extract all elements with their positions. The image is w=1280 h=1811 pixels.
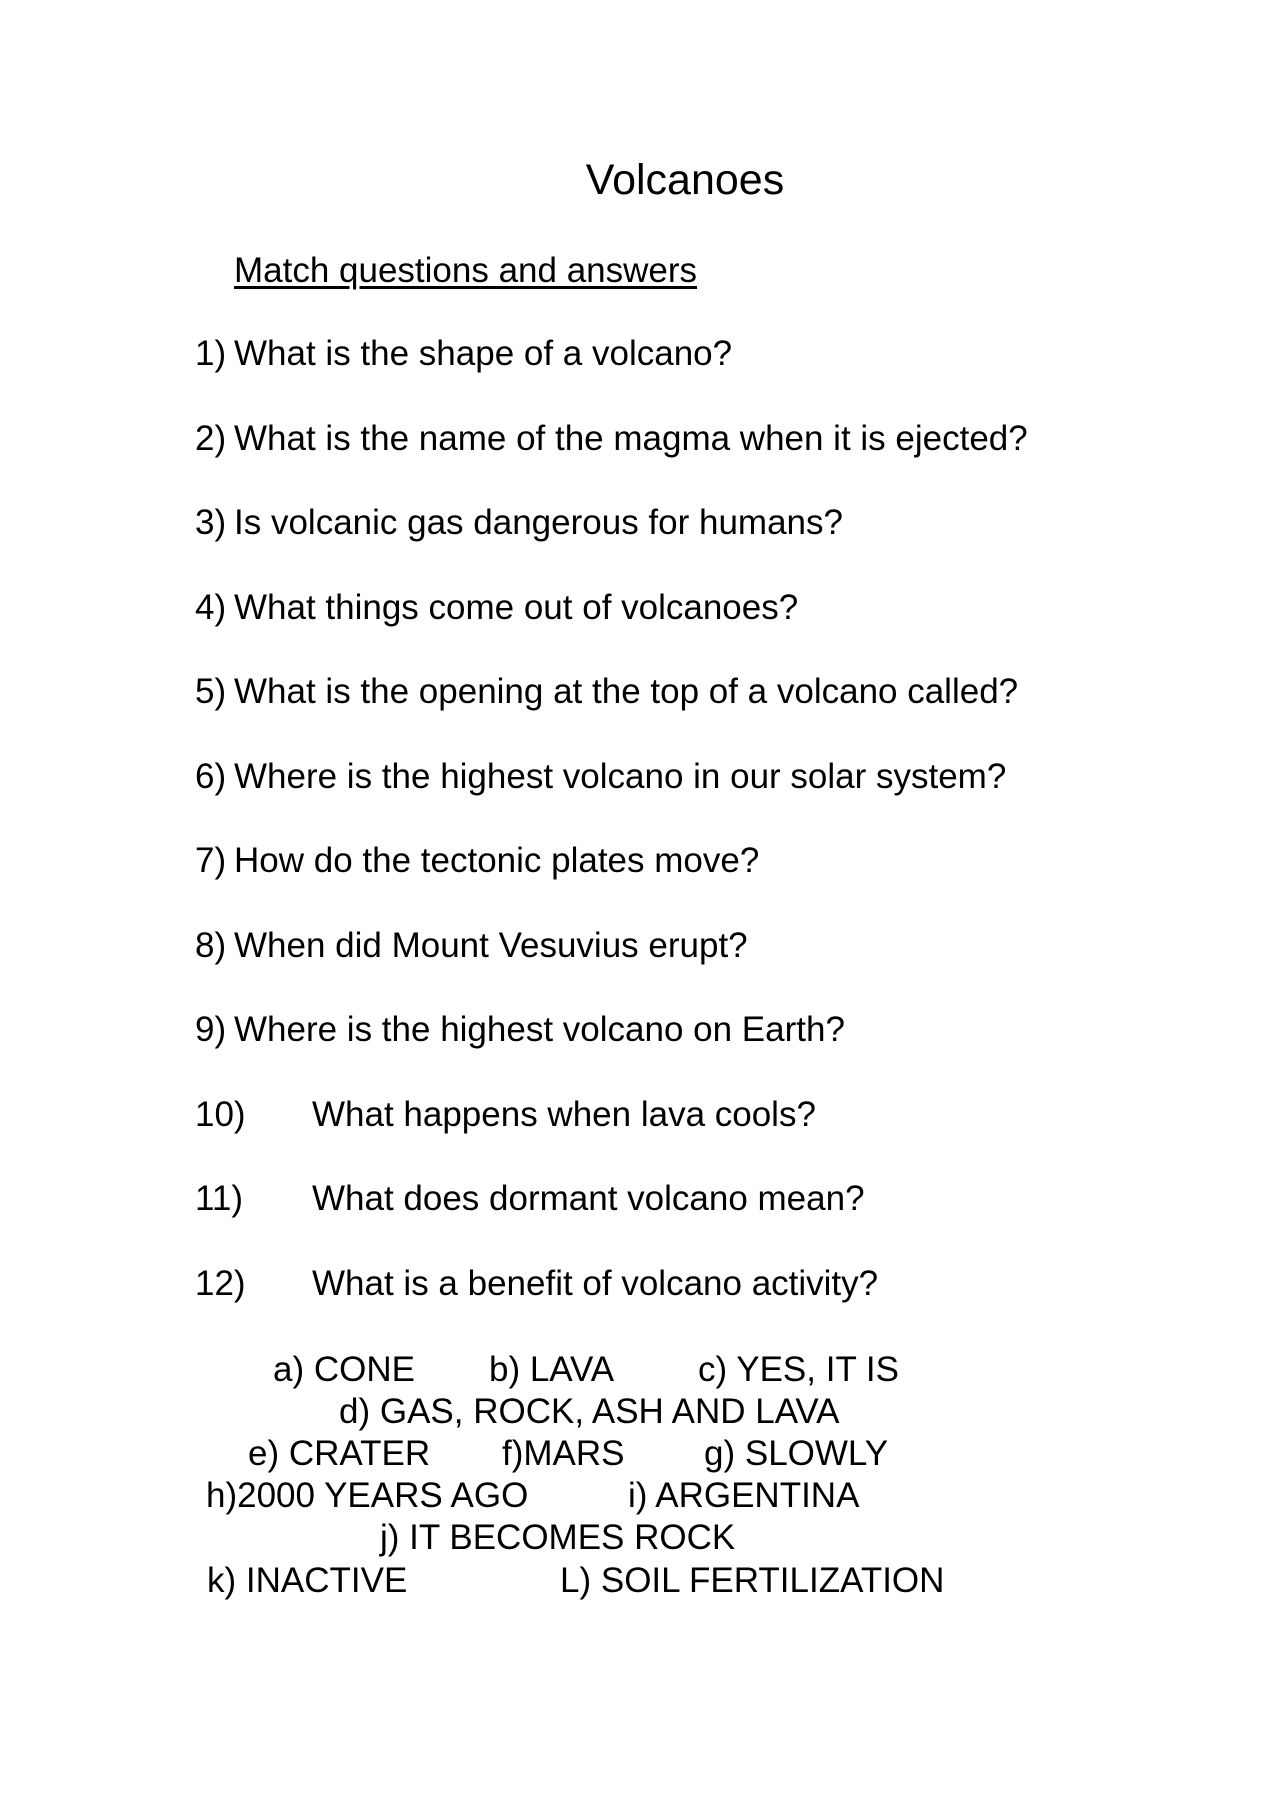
question-text: What happens when lava cools? <box>312 1094 816 1134</box>
question-number: 4) <box>195 587 227 627</box>
answer-row <box>0 1349 1280 1391</box>
question-text: What is the name of the magma when it is ejected? <box>234 418 1028 458</box>
question-text: What is the opening at the top of a volcano called? <box>234 672 1019 711</box>
answer-row <box>0 1475 1280 1517</box>
question-item <box>195 333 1195 418</box>
answer-option: i) ARGENTINA <box>628 1476 860 1515</box>
question-text: What is the shape of a volcano? <box>234 334 733 373</box>
question-number: 9) <box>195 1010 227 1049</box>
answer-row <box>0 1433 1280 1475</box>
question-number: 3) <box>195 503 227 542</box>
question-text: What is a benefit of volcano activity? <box>312 1263 879 1303</box>
question-number: 10) <box>195 1094 246 1134</box>
question-list <box>195 333 1195 1347</box>
answer-option: k) INACTIVE <box>207 1561 408 1600</box>
question-item <box>195 1263 1195 1348</box>
question-item <box>195 671 1195 756</box>
question-number: 8) <box>195 925 227 965</box>
question-item <box>195 1094 1195 1179</box>
question-item <box>195 756 1195 841</box>
question-text: What things come out of volcanoes? <box>234 587 799 627</box>
question-number: 6) <box>195 756 227 796</box>
answer-option: j) IT BECOMES ROCK <box>380 1518 736 1557</box>
answer-row <box>0 1517 1280 1559</box>
answer-option: f)MARS <box>502 1434 625 1473</box>
question-number: 2) <box>195 418 227 458</box>
answer-option: d) GAS, ROCK, ASH AND LAVA <box>339 1392 840 1431</box>
question-number: 11) <box>195 1179 243 1218</box>
question-number: 5) <box>195 672 227 711</box>
question-item <box>195 1009 1195 1094</box>
answer-option: b) LAVA <box>489 1350 615 1389</box>
question-text: Where is the highest volcano on Earth? <box>234 1010 845 1049</box>
question-text: When did Mount Vesuvius erupt? <box>234 925 748 965</box>
question-item <box>195 840 1195 925</box>
question-text: Is volcanic gas dangerous for humans? <box>234 503 843 542</box>
question-number: 12) <box>195 1263 246 1303</box>
question-item <box>195 587 1195 672</box>
question-text: Where is the highest volcano in our solar system? <box>234 756 1007 796</box>
question-item <box>195 418 1195 503</box>
answer-option: h)2000 YEARS AGO <box>206 1476 529 1515</box>
question-text: How do the tectonic plates move? <box>234 841 760 880</box>
answer-option: L) SOIL FERTILIZATION <box>560 1561 945 1600</box>
question-item <box>195 502 1195 587</box>
question-item <box>195 925 1195 1010</box>
answer-option: c) YES, IT IS <box>698 1350 899 1389</box>
answer-row <box>0 1560 1280 1602</box>
instructions-heading: Match questions and answers <box>234 251 698 290</box>
question-number: 7) <box>195 841 227 880</box>
page-title: Volcanoes <box>585 156 785 204</box>
question-text: What does dormant volcano mean? <box>312 1179 865 1218</box>
question-item <box>195 1178 1195 1263</box>
answer-option: a) CONE <box>273 1350 415 1389</box>
answer-row <box>0 1391 1280 1433</box>
answer-option: e) CRATER <box>248 1434 431 1473</box>
answer-option: g) SLOWLY <box>704 1434 889 1473</box>
question-number: 1) <box>195 334 227 373</box>
